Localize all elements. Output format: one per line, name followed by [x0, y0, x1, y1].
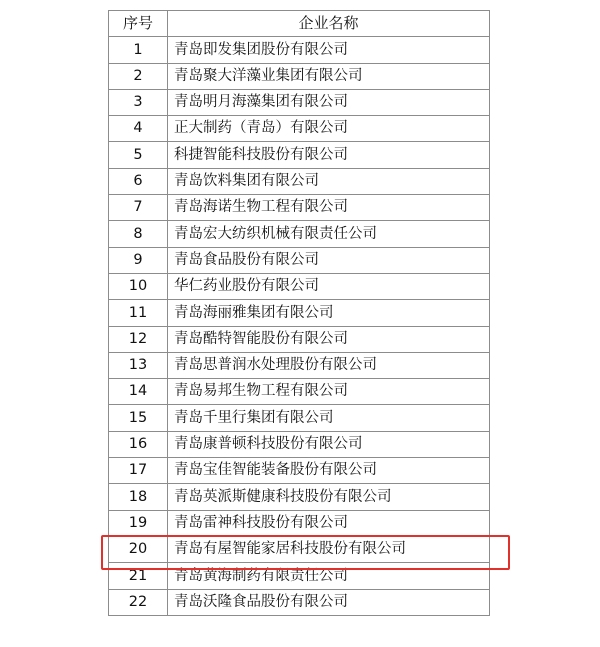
company-name: 青岛即发集团股份有限公司 [168, 37, 490, 63]
row-number: 21 [109, 563, 168, 589]
company-name: 青岛宝佳智能装备股份有限公司 [168, 458, 490, 484]
table-row [109, 510, 490, 536]
company-name: 青岛康普顿科技股份有限公司 [168, 431, 490, 457]
row-number: 7 [109, 195, 168, 221]
table-row-highlighted [109, 536, 490, 562]
table-row [109, 379, 490, 405]
table-row [109, 37, 490, 63]
table-row [109, 221, 490, 247]
company-name: 青岛饮料集团有限公司 [168, 168, 490, 194]
table-row [109, 195, 490, 221]
row-number: 11 [109, 300, 168, 326]
company-list-table-wrapper [108, 10, 489, 616]
company-name: 青岛沃隆食品股份有限公司 [168, 589, 490, 615]
header-serial-number: 序号 [109, 11, 168, 37]
table-row [109, 431, 490, 457]
table-row [109, 589, 490, 615]
row-number: 22 [109, 589, 168, 615]
table-row [109, 405, 490, 431]
company-name: 青岛雷神科技股份有限公司 [168, 510, 490, 536]
row-number: 12 [109, 326, 168, 352]
row-number: 9 [109, 247, 168, 273]
row-number: 1 [109, 37, 168, 63]
row-number: 8 [109, 221, 168, 247]
company-name: 青岛海丽雅集团有限公司 [168, 300, 490, 326]
row-number: 20 [109, 536, 168, 562]
company-name: 青岛英派斯健康科技股份有限公司 [168, 484, 490, 510]
table-row [109, 273, 490, 299]
row-number: 4 [109, 116, 168, 142]
table-header-row [109, 11, 490, 37]
row-number: 15 [109, 405, 168, 431]
table-row [109, 352, 490, 378]
row-number: 13 [109, 352, 168, 378]
table-row [109, 300, 490, 326]
table-row [109, 563, 490, 589]
company-name: 华仁药业股份有限公司 [168, 273, 490, 299]
company-name: 青岛酷特智能股份有限公司 [168, 326, 490, 352]
company-name: 科捷智能科技股份有限公司 [168, 142, 490, 168]
company-list-table [108, 10, 490, 616]
row-number: 18 [109, 484, 168, 510]
table-row [109, 247, 490, 273]
company-name: 青岛海诺生物工程有限公司 [168, 195, 490, 221]
row-number: 6 [109, 168, 168, 194]
row-number: 2 [109, 63, 168, 89]
table-row [109, 484, 490, 510]
row-number: 16 [109, 431, 168, 457]
company-name: 青岛有屋智能家居科技股份有限公司 [168, 536, 490, 562]
row-number: 5 [109, 142, 168, 168]
table-row [109, 168, 490, 194]
company-name: 青岛黄海制药有限责任公司 [168, 563, 490, 589]
table-row [109, 326, 490, 352]
company-name: 正大制药（青岛）有限公司 [168, 116, 490, 142]
table-row [109, 116, 490, 142]
company-name: 青岛千里行集团有限公司 [168, 405, 490, 431]
table-row [109, 63, 490, 89]
row-number: 10 [109, 273, 168, 299]
company-name: 青岛食品股份有限公司 [168, 247, 490, 273]
company-name: 青岛聚大洋藻业集团有限公司 [168, 63, 490, 89]
company-name: 青岛宏大纺织机械有限责任公司 [168, 221, 490, 247]
table-row [109, 89, 490, 115]
table-row [109, 142, 490, 168]
table-row [109, 458, 490, 484]
company-name: 青岛明月海藻集团有限公司 [168, 89, 490, 115]
row-number: 14 [109, 379, 168, 405]
company-name: 青岛易邦生物工程有限公司 [168, 379, 490, 405]
row-number: 3 [109, 89, 168, 115]
header-company-name: 企业名称 [168, 11, 490, 37]
row-number: 17 [109, 458, 168, 484]
row-number: 19 [109, 510, 168, 536]
company-name: 青岛思普润水处理股份有限公司 [168, 352, 490, 378]
